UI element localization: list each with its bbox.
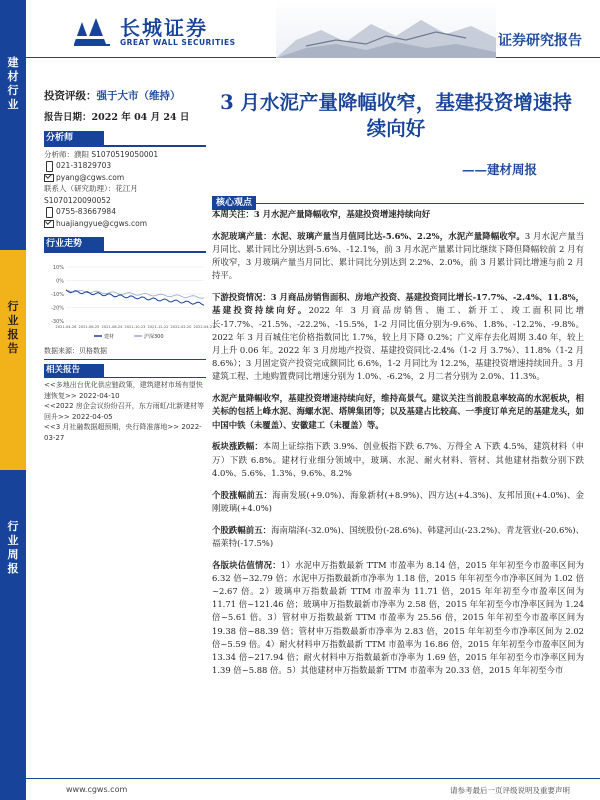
chart-data-source: 数据来源：贝格数据 [44,346,206,360]
left-category-strip [0,0,26,800]
paragraph-lead: 各版块估值情况： [212,559,281,570]
body-paragraph [212,291,584,383]
related-report-item[interactable]: <<3 月社融数据超预期，央行降准落地>> 2022-03-27 [44,423,202,442]
analyst-heading: 分析师 [44,131,104,145]
industry-trend-chart [44,259,215,341]
brand-name-en: GREAT WALL SECURITIES [120,38,236,47]
x-tick-label: 2021-08-24 [101,324,123,329]
paragraph-lead: 个股涨幅前五： [212,489,273,500]
y-tick-label: -20% [51,305,64,311]
strip-report-label: 行业报告 [7,300,19,355]
paragraph-body: 海南发展(+9.0%)、海象新材(+8.9%)、四方达(+4.3%)、友邦吊顶(+4.0%)、金刚玻璃(+4.0%) [212,489,584,513]
great-wall-logo-icon [72,14,112,48]
strip-industry-label: 建材行业 [7,56,19,111]
analyst-info [44,149,206,230]
paragraph-lead: 个股跌幅前五： [212,524,272,535]
strip-weekly-label: 行业周报 [7,520,19,575]
contact-id: S1070120090052 [44,195,111,205]
report-subtitle: ——建材周报 [462,162,538,177]
investment-rating: 投资评级：强于大市（维持） [44,90,181,102]
y-tick-label: 0% [56,278,64,284]
x-tick-label: 2021-04-26 [55,324,77,329]
page-header [26,0,600,58]
contact-name: 联系人（研究助理）：花江月 [44,184,138,193]
x-tick-label: 2021-10-23 [124,324,146,329]
paragraph-body: 2022 年 3 月商品房销售、施工、新开工、竣工面积同比增长-17.7%、-21.5%、-22.2%、-15.5%，1-2 月同比值分别为-9.6%、1.8%、-12.2%、-9.8%。2022 年 3 月百城住宅价格指数同比 1.7%，较上月下降 0.2%；广义库存去化周期 3.40 年，较上月上升 0.06 年。2022 年 3 月房地产投资、基建投资同比-2.4%（1-2 月 3.7%）、11.8%（1-2 月 8.6%）；3 月固定资产投资完成额同比 6.6%，1-2 月同比为 12.2%，基建投资增速持续回升。3 月建筑工程、土地购置费同比增速分别为 1.0%、-6.2%，2 月二者分别为 2.0%、11.3%。 [212,305,584,382]
main-body [212,208,584,686]
body-paragraph [212,230,584,283]
report-title: 3 月水泥产量降幅收窄，基建投资增速持续向好 [220,91,572,140]
legend-label: 沪深300 [144,333,164,340]
paragraph-lead: 水泥产量降幅收窄，基建投资增速持续向好，维持高景气。建议关注当前股息率较高的水泥板块，相关标的包括上峰水泥、海螺水泥、塔牌集团等；以及基建占比较高、一季度订单充足的基建龙头，如中国中铁（未覆盖）、安徽建工（未覆盖）等。 [212,393,584,430]
body-paragraph [212,489,584,515]
body-paragraph [212,559,584,678]
footer-url[interactable]: www.cgws.com [66,785,128,794]
phone-icon [44,161,53,170]
paragraph-body: 海南瑞泽(-32.0%)、国统股份(-28.6%)、韩建河山(-23.2%)、青龙管业(-20.6%)、福莱特(-17.5%) [212,524,584,548]
related-reports-heading: 相关报告 [44,364,104,377]
report-type-label: 证券研究报告 [498,33,582,49]
legend-label: 建材 [104,333,115,340]
y-tick-label: -10% [51,291,64,298]
x-tick-label: 2022-02-20 [170,324,192,329]
related-report-item[interactable]: <<多地出台优化供应链政策，建筑建材市场有望快速恢复>> 2022-04-10 [44,381,203,400]
footer-disclaimer: 请参考最后一页评级说明及重要声明 [450,786,570,795]
analyst-phone: 021-31829703 [44,160,206,172]
analyst-name: 分析师：濮阳 S1070519050001 [44,149,159,159]
core-views-heading: 核心观点 [212,190,584,204]
left-info-column [44,88,215,444]
mail-icon [44,219,53,228]
rating-value: 强于大市（维持） [96,90,181,102]
paragraph-lead: 本周关注：3 月水泥产量降幅收窄，基建投资增速持续向好 [212,209,431,219]
body-paragraph [212,392,584,432]
analyst-email[interactable]: pyang@cgws.com [44,172,206,184]
related-report-item[interactable]: <<2022 房企会议纷纷召开，东方雨虹/北新建材等回升>> 2022-04-05 [44,402,205,421]
phone-icon [44,207,53,216]
brand-name: 长城证券 [120,16,208,40]
report-date: 报告日期：2022 年 04 月 24 日 [44,112,190,123]
paragraph-lead: 水泥玻璃产量：水泥、玻璃产量当月值同比达-5.6%、2.2%，水泥产量降幅收窄。 [212,230,525,241]
y-tick-label: -30% [51,318,64,325]
y-tick-label: 10% [52,264,64,271]
paragraph-lead: 下游投资情况：3 月商品房销售面积、房地产投资、基建投资同比增长-17.7%、-2.4%、11.8%，基建投资持续向好。 [212,292,584,316]
contact-phone: 0755-83667984 [44,206,206,218]
page-footer [26,778,600,800]
x-tick-label: 2021-12-22 [147,324,169,329]
body-paragraph [212,208,584,221]
paragraph-body: 1）水泥申万指数最新 TTM 市盈率为 8.14 倍，2015 年年初至今市盈率区间为 6.32 倍~32.79 倍；水泥申万指数最新市净率为 1.18 倍，2015 年年初至今市净率区间为 1.02 倍~2.67 倍。2）玻璃申万指数最新 TTM 市盈率为 11.71 倍，2015 年年初至今市盈率区间为 11.71 倍~121.46 倍；玻璃申万指数最新市净率为 2.58 倍，2015 年年初至今市净率区间为 1.24 倍~5.61 倍。3）管材申万指数最新 TTM 市盈率为 25.56 倍，2015 年年初至今市盈率区间为 19.38 倍~88.39 倍；管材申万指数最新市净率为 2.83 倍，2015 年年初至今市净率区间为 2.02 倍~5.59 倍。4）耐火材料申万指数最新 TTM 市盈率为 16.86 倍，2015 年年初至今市盈率区间为 13.34 倍~217.94 倍；耐火材料申万指数最新市净率为 1.69 倍，2015 年年初至今市净率区间为 1.39 倍~5.88 倍。5）其他建材申万指数最新 TTM 市盈率为 20.33 倍，2015 年年初至今市 [212,559,584,676]
paragraph-lead: 板块涨跌幅： [212,441,263,452]
x-tick-label: 2022-04-21 [193,324,215,329]
x-tick-label: 2021-06-25 [78,324,100,329]
body-paragraph [212,524,584,550]
great-wall-banner [276,0,496,58]
paragraph-body: 3 月水泥产量当月同比、累计同比分别达到-5.6%、-12.1%，前 3 月水泥产量累计同比继续下降但降幅较前 2 月有所收窄，3 月玻璃产量当月同比、累计同比分别达到 2.2%、2.0%，前 3 月累计同比增速与前 2 月持平。 [212,230,584,281]
paragraph-body: 本周上证综指下跌 3.9%、创业板指下跌 6.7%、万得全 A 下跌 4.5%，建筑材料（申万）下跌 6.8%。建材行业细分领域中，玻璃、水泥、耐火材料、管材、其他建材指数分别下跌 4.0%、5.6%、1.3%、9.6%、8.2% [212,441,584,478]
industry-trend-heading: 行业走势 [44,237,104,251]
contact-email[interactable]: huajiangyue@cgws.com [44,218,206,230]
mail-icon [44,173,53,182]
related-reports-list [44,380,206,444]
body-paragraph [212,440,584,480]
